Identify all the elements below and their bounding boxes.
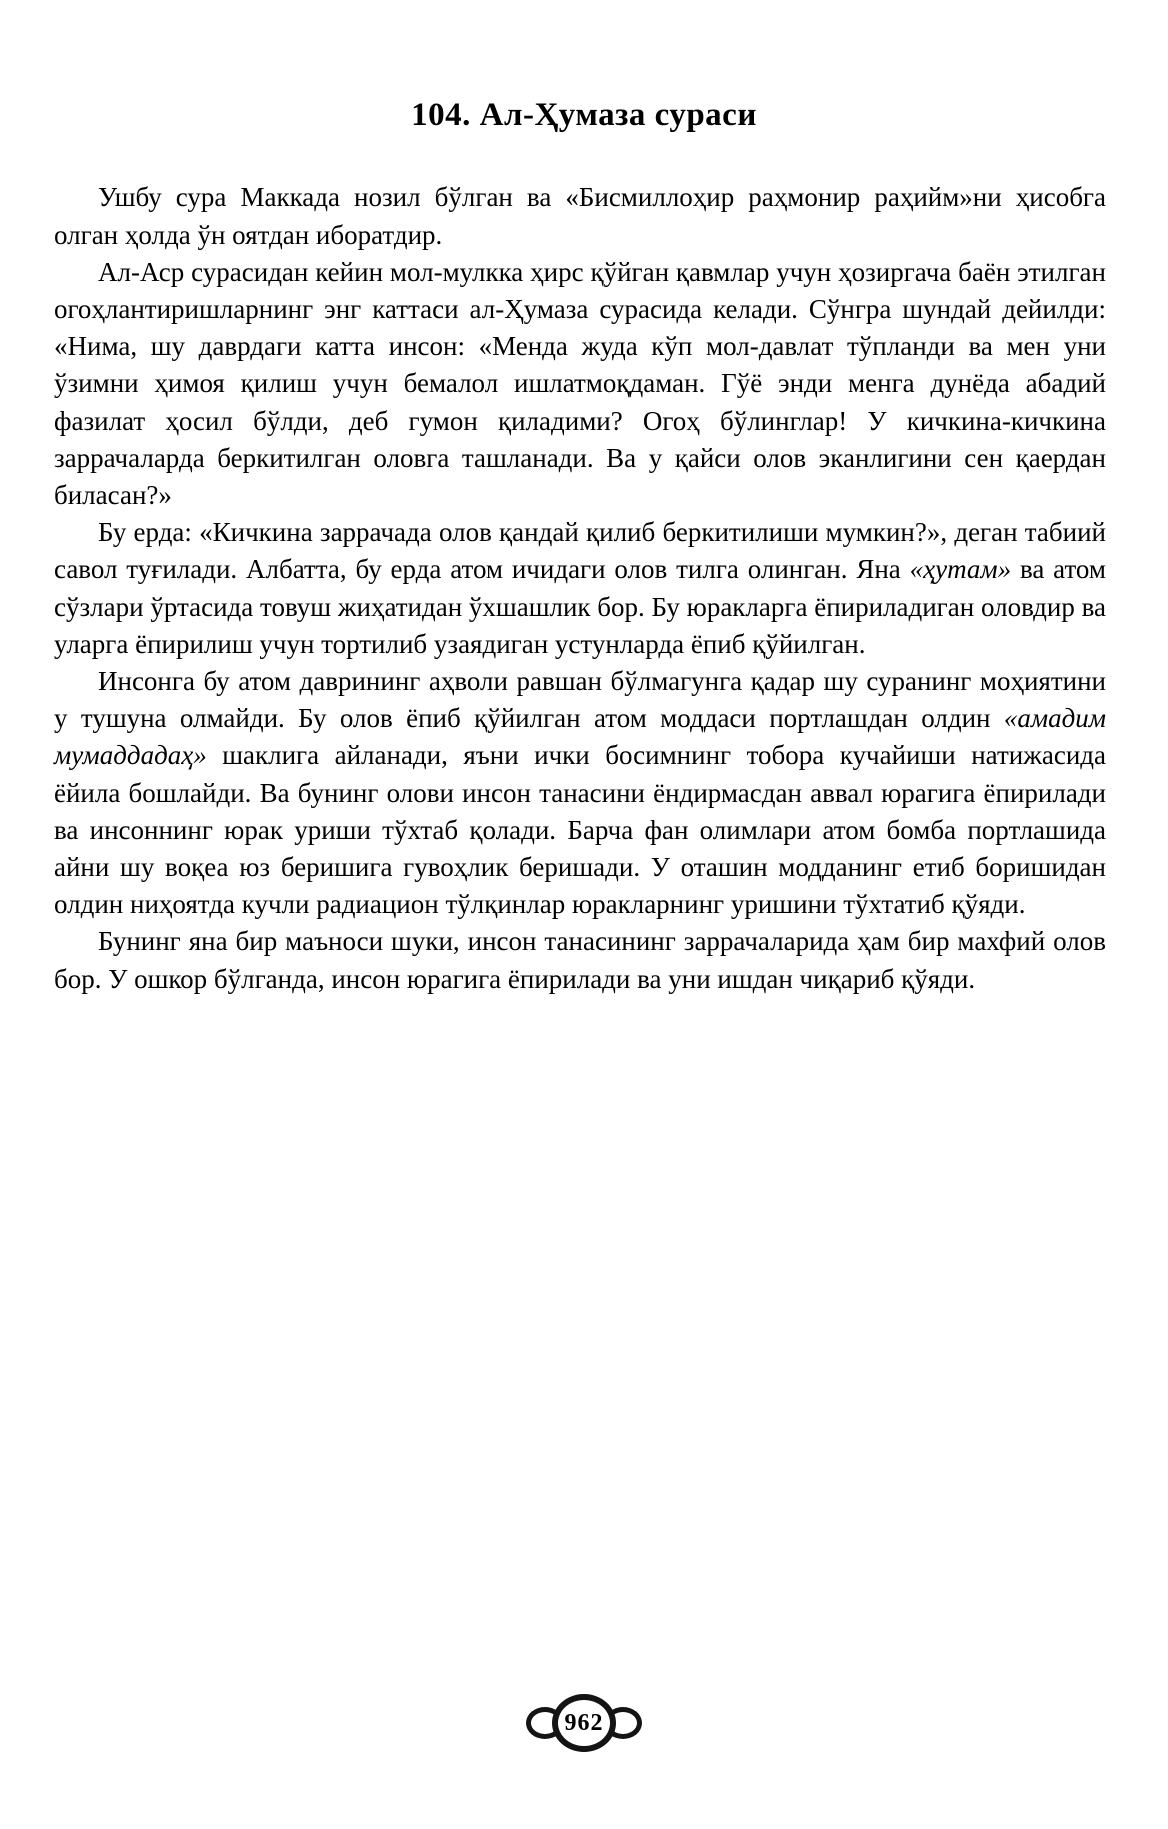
paragraph: [54, 179, 1106, 253]
text-segment: Бу ерда: «Кичкина заррачада олов қандай қилиб беркитилиши мумкин?», деган табиий савол туғилади. Албатта, бу ерда атом ичидаги олов тилга олинган. Яна: [54, 517, 1106, 585]
paragraph: [54, 254, 1106, 514]
body-text: [54, 179, 1106, 997]
italic-term: «ҳутам»: [909, 554, 1012, 585]
page-number-ornament: [526, 1694, 642, 1752]
text-segment: ва атом сўзлари ўртасида товуш жиҳатидан ўхшашлик бор. Бу юракларга ёпириладиган оловдир ва уларга ёпирилиш учун тортилиб узаядиган устунларда ёпиб қўйилган.: [54, 554, 1106, 659]
paragraph: [54, 663, 1106, 923]
italic-term: «амадим мумаддадаҳ»: [54, 703, 1106, 771]
paragraph: [54, 923, 1106, 997]
text-segment: шаклига айланади, яъни ички босимнинг тобора кучайиши натижасида ёйила бошлайди. Ва бунинг олови инсон танасини ёндирмасдан аввал юрагига ёпирилади ва инсоннинг юрак уриши тўхтаб қолади. Барча фан олимлари атом бомба портлашида айни шу воқеа юз беришига гувоҳлик беришади. У оташин модданинг етиб боришидан олдин ниҳоятда кучли радиацион тўлқинлар юракларнинг уришини тўхтатиб қўяди.: [54, 740, 1106, 920]
page-number: 962: [564, 1710, 604, 1736]
text-segment: Бунинг яна бир маъноси шуки, инсон танасининг заррачаларида ҳам бир махфий олов бор. У ошкор бўлганда, инсон юрагига ёпирилади ва уни ишдан чиқариб қўяди.: [54, 926, 1106, 994]
text-segment: Инсонга бу атом даврининг аҳволи равшан бўлмагунга қадар шу суранинг моҳиятини у тушуна олмайди. Бу олов ёпиб қўйилган атом моддаси портлашдан олдин: [54, 665, 1106, 734]
text-segment: Ал-Аср сурасидан кейин мол-мулкка ҳирс қўйган қавмлар учун ҳозиргача баён этилган огоҳлантиришларнинг энг каттаси ал-Ҳумаза сурасида келади. Сўнгра шундай дейилди: «Нима, шу даврдаги катта инсон: «Менда жуда кўп мол-давлат тўпланди ва мен уни ўзимни ҳимоя қилиш учун бемалол ишлатмоқдаман. Гўё энди менга дунёда абадий фазилат ҳосил бўлди, деб гумон қиладими? Огоҳ бўлинглар! У кичкина-кичкина заррачаларда беркитилган оловга ташланади. Ва у қайси олов эканлигини сен қаердан биласан?»: [54, 256, 1106, 510]
page-title: 104. Ал-Ҳумаза сураси: [411, 97, 757, 133]
paragraph: [54, 514, 1106, 663]
text-segment: Ушбу сура Маккада нозил бўлган ва «Бисмиллоҳир раҳмонир раҳийм»ни ҳисобга олган ҳолда ўн оятдан иборатдир.: [54, 182, 1106, 250]
page-number-circle: [552, 1694, 616, 1752]
